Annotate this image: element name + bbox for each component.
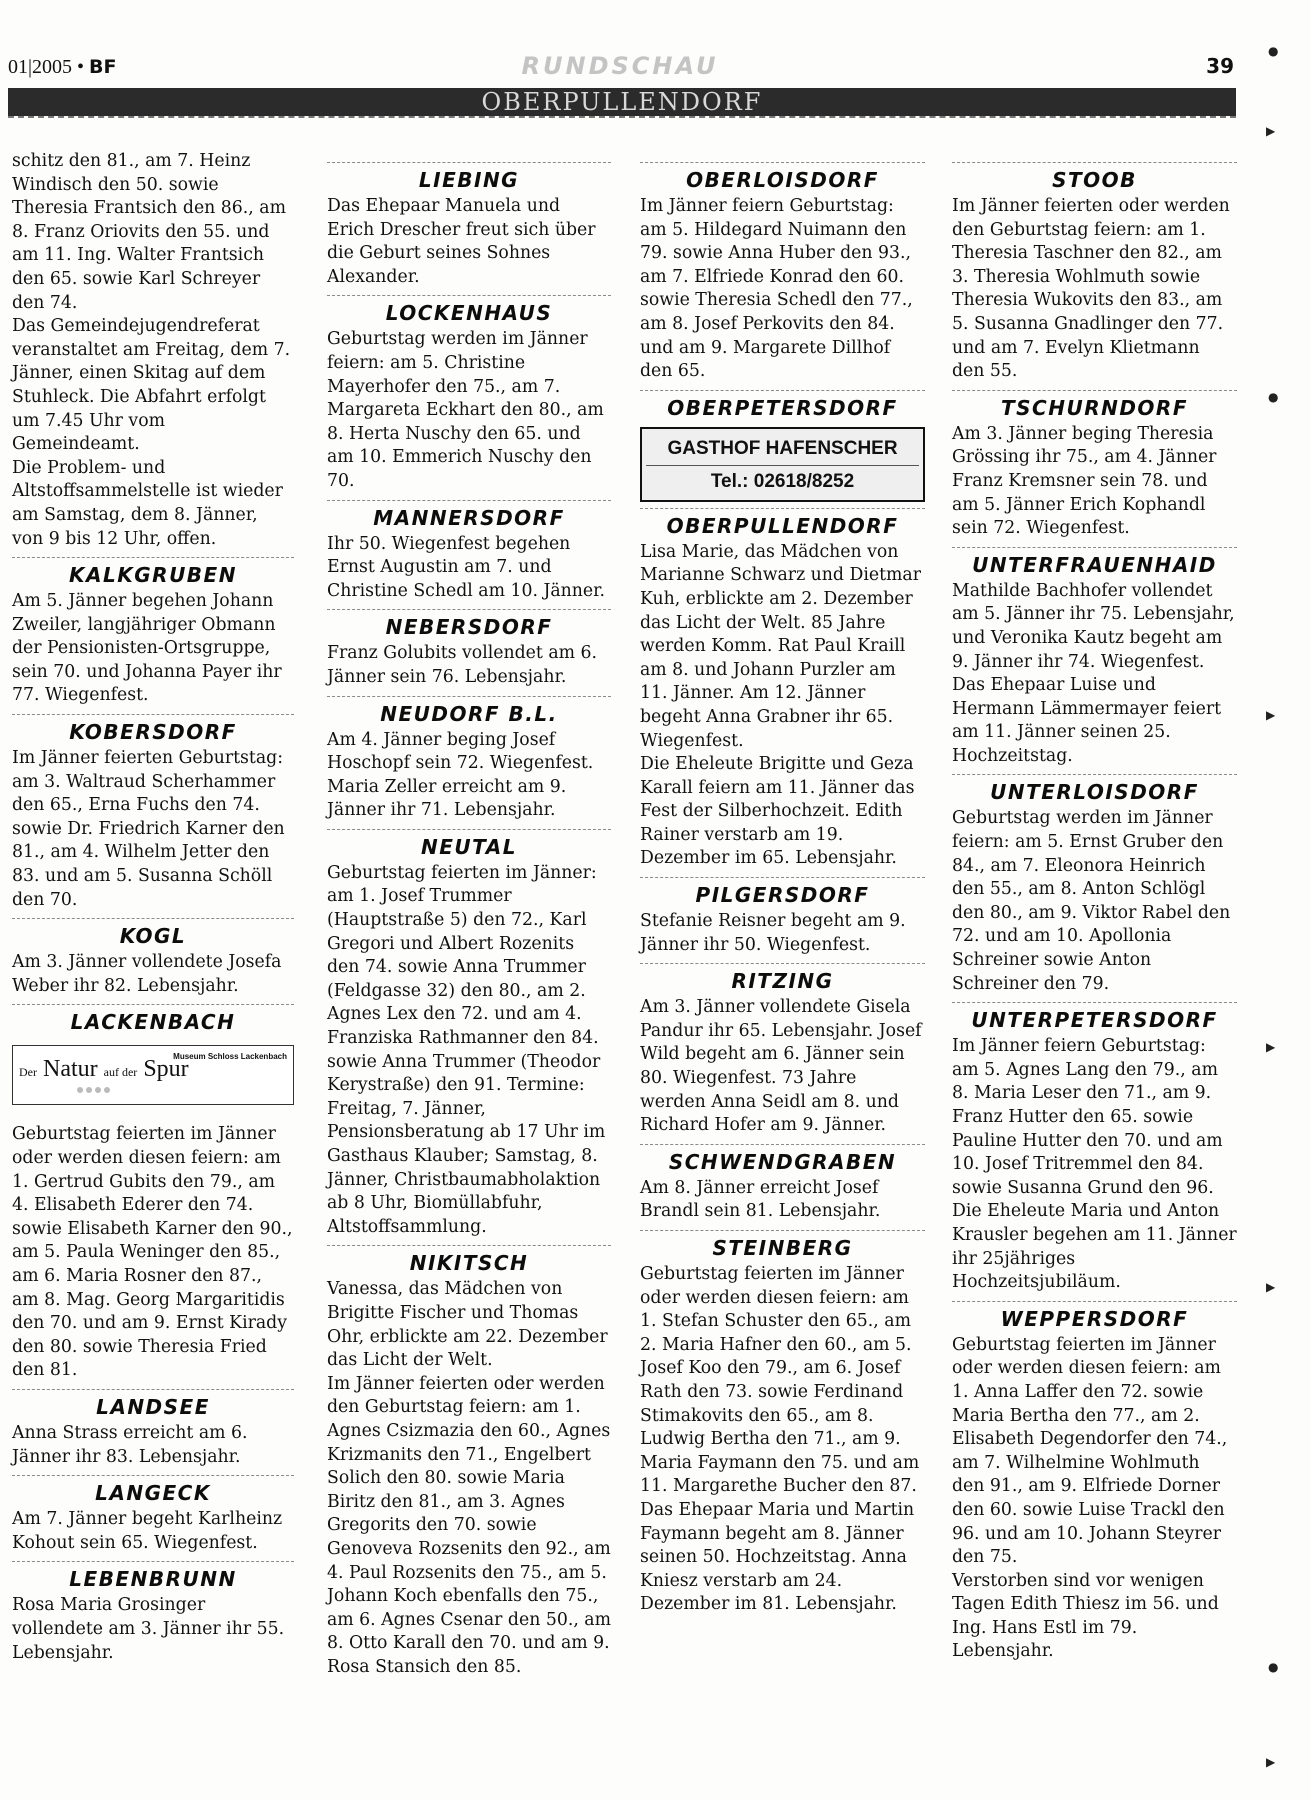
page-number: 39 bbox=[1206, 54, 1234, 78]
article-paragraph: Im Jänner feiern Geburtstag: am 5. Hildegard Nuimann den 79. sowie Anna Huber den 93., am 7. Elfriede Konrad den 60. sowie Theresia Schedl den 77., am 8. Josef Perkovits den 84. und am 9. Margarete Dillhof den 65. bbox=[640, 196, 913, 382]
town-heading-landsee: LANDSEE bbox=[12, 1389, 294, 1420]
column-3 bbox=[640, 150, 925, 1617]
column-4 bbox=[952, 150, 1237, 1664]
article-paragraph: Das Ehepaar Maria und Martin Faymann begeht am 8. Jänner seinen 50. Hochzeitstag. Anna Kniesz verstarb am 24. Dezember im 81. Lebensjahr. bbox=[640, 1499, 915, 1615]
town-heading-schwendgraben: SCHWENDGRABEN bbox=[640, 1144, 925, 1175]
town-heading-stoob: STOOB bbox=[952, 162, 1237, 193]
article-paragraph: Lisa Marie, das Mädchen von Marianne Schwarz und Dietmar Kuh, erblickte am 2. Dezember das Licht der Welt. 85 Jahre werden Komm. Rat Paul Kraill am 8. und Johann Purzler am 11. Jänner. Am 12. Jänner begeht Anna Grabner ihr 65. Wiegenfest. bbox=[640, 541, 921, 751]
article-paragraph: Geburtstag feierten im Jänner oder werden diesen feiern: am 1. Stefan Schuster den 65., am 2. Maria Hafner den 60., am 5. Josef Koo den 79., am 6. Josef Rath den 73. sowie Ferdinand Stimakovits den 65., am 8. Ludwig Bertha den 71., am 9. Maria Faymann den 75. und am 11. Margarethe Bucher den 87. bbox=[640, 1264, 920, 1497]
town-heading-nikitsch: NIKITSCH bbox=[327, 1245, 611, 1276]
town-heading-neutal: NEUTAL bbox=[327, 829, 611, 860]
town-heading-langeck: LANGECK bbox=[12, 1475, 294, 1506]
town-heading-liebing: LIEBING bbox=[327, 162, 611, 193]
town-heading-neudorf-b-l: NEUDORF B.L. bbox=[327, 696, 611, 727]
article-paragraph: Ihr 50. Wiegenfest begehen Ernst Augustin am 7. und Christine Schedl am 10. Jänner. bbox=[327, 533, 606, 601]
article-paragraph: Im Jänner feiern Geburtstag: am 5. Agnes Lang den 79., am 8. Maria Leser den 71., am 9. Franz Hutter den 65. sowie Pauline Hutter den 70. und am 10. Josef Tritremmel den 84. sowie Susanna Grund den 96. Die Eheleute Maria und Anton Krausler begehen am 11. Jänner ihr 25jähriges Hochzeitsjubiläum. bbox=[952, 1036, 1237, 1293]
page-header bbox=[0, 50, 1240, 86]
article-paragraph: schitz den 81., am 7. Heinz Windisch den 50. sowie Theresia Frantsich den 86., am 8. Franz Oriovits den 55. und am 11. Ing. Walter Frantsich den 65. sowie Karl Schreyer den 74. bbox=[12, 151, 286, 313]
town-heading-lockenhaus: LOCKENHAUS bbox=[327, 295, 611, 326]
town-heading-kogl: KOGL bbox=[12, 918, 294, 949]
town-heading-unterpetersdorf: UNTERPETERSDORF bbox=[952, 1002, 1237, 1033]
town-heading-lackenbach: LACKENBACH bbox=[12, 1004, 294, 1035]
article-paragraph: Am 3. Jänner vollendete Josefa Weber ihr 82. Lebensjahr. bbox=[12, 952, 282, 996]
logo-suffix: Spur bbox=[143, 1056, 189, 1083]
article-paragraph: Verstorben sind vor wenigen Tagen Edith Thiesz im 56. und Ing. Hans Estl im 79. Lebensjahr. bbox=[952, 1570, 1219, 1662]
town-heading-weppersdorf: WEPPERSDORF bbox=[952, 1301, 1237, 1332]
article-paragraph: Rosa Maria Grosinger vollendete am 3. Jänner ihr 55. Lebensjahr. bbox=[12, 1595, 285, 1663]
article-paragraph: Geburtstag feierten im Jänner oder werden diesen feiern: am 1. Anna Laffer den 72. sowie Maria Bertha den 77., am 2. Elisabeth Degendorfer den 74., am 7. Wilhelmine Wohlmuth den 91., am 9. Elfriede Dorner den 60. sowie Luise Trackl den 96. und am 10. Johann Steyrer den 75. bbox=[952, 1334, 1228, 1568]
column-1 bbox=[12, 150, 294, 1665]
town-heading-unterfrauenhaid: UNTERFRAUENHAID bbox=[952, 547, 1237, 578]
article-paragraph: Am 4. Jänner beging Josef Hoschopf sein 72. Wiegenfest. Maria Zeller erreicht am 9. Jänner ihr 71. Lebensjahr. bbox=[327, 729, 594, 821]
margin-mark: ▶ bbox=[1266, 1280, 1276, 1294]
article-paragraph: Anna Strass erreicht am 6. Jänner ihr 83. Lebensjahr. bbox=[12, 1422, 248, 1467]
issue-number: 01|2005 bbox=[8, 56, 73, 78]
article-paragraph: Am 3. Jänner beging Theresia Grössing ihr 75., am 4. Jänner Franz Kremsner sein 78. und am 5. Jänner Erich Kophandl sein 72. Wiegenfest. bbox=[952, 423, 1217, 539]
margin-mark: ▶ bbox=[1266, 1755, 1276, 1769]
margin-mark: ▶ bbox=[1266, 708, 1276, 722]
column-2 bbox=[327, 150, 611, 1679]
paw-print-icon bbox=[77, 1078, 113, 1097]
town-heading-nebersdorf: NEBERSDORF bbox=[327, 609, 611, 640]
town-heading-ritzing: RITZING bbox=[640, 963, 925, 994]
logo-small: auf der bbox=[103, 1065, 138, 1080]
town-heading-lebenbrunn: LEBENBRUNN bbox=[12, 1561, 294, 1592]
town-heading-kalkgruben: KALKGRUBEN bbox=[12, 557, 294, 588]
article-paragraph: Am 5. Jänner begehen Johann Zweiler, langjähriger Obmann der Pensionisten-Ortsgruppe, sein 70. und Johanna Payer ihr 77. Wiegenfest. bbox=[12, 591, 282, 706]
article-paragraph: Im Jänner feierten Geburtstag: am 3. Waltraud Scherhammer den 65., Erna Fuchs den 74. sowie Dr. Friedrich Karner den 81., am 4. Wilhelm Jetter den 83. und am 5. Susanna Schöll den 70. bbox=[12, 748, 285, 910]
town-heading-oberpetersdorf: OBERPETERSDORF bbox=[640, 390, 925, 421]
margin-mark: ▶ bbox=[1266, 124, 1276, 138]
region-banner bbox=[8, 88, 1236, 116]
town-heading-tschurndorf: TSCHURNDORF bbox=[952, 390, 1237, 421]
ad-divider bbox=[646, 465, 919, 466]
article-paragraph: Am 8. Jänner erreicht Josef Brandl sein 81. Lebensjahr. bbox=[640, 1177, 881, 1222]
issue-bullet: • bbox=[77, 56, 85, 78]
region-title: OBERPULLENDORF bbox=[481, 88, 763, 116]
banner-dashed-rule bbox=[8, 116, 1236, 118]
paper-abbrev: BF bbox=[89, 56, 117, 78]
article-paragraph: Geburtstag werden im Jänner feiern: am 5. Christine Mayerhofer den 75., am 7. Margareta Eckhart den 80., am 8. Herta Nuschy den 65. und am 10. Emmerich Nuschy den 70. bbox=[327, 329, 604, 491]
article-paragraph: Franz Golubits vollendet am 6. Jänner sein 76. Lebensjahr. bbox=[327, 643, 598, 687]
museum-logo-ad bbox=[12, 1045, 294, 1105]
margin-mark: ● bbox=[1268, 390, 1279, 404]
article-paragraph: Das Ehepaar Manuela und Erich Drescher freut sich über die Geburt seines Sohnes Alexander. bbox=[327, 196, 596, 287]
section-title: RUNDSCHAU bbox=[521, 52, 719, 80]
margin-mark: ● bbox=[1268, 1660, 1279, 1674]
ad-name: GASTHOF HAFENSCHER bbox=[667, 437, 898, 459]
logo-museum-name: Museum Schloss Lackenbach bbox=[173, 1052, 287, 1062]
ad-phone: Tel.: 02618/8252 bbox=[710, 470, 855, 492]
article-paragraph: Die Eheleute Brigitte und Geza Karall feiern am 11. Jänner das Fest der Silberhochzeit. Edith Rainer verstarb am 19. Dezember im 65. Lebensjahr. bbox=[640, 754, 915, 869]
town-heading-oberpullendorf: OBERPULLENDORF bbox=[640, 508, 925, 539]
article-paragraph: Stefanie Reisner begeht am 9. Jänner ihr 50. Wiegenfest. bbox=[640, 911, 906, 955]
article-paragraph: Geburtstag werden im Jänner feiern: am 5. Ernst Gruber den 84., am 7. Eleonora Heinrich den 55., am 8. Anton Schlögl den 80., am 9. Viktor Rabel den 72. und am 10. Apollonia Schreiner sowie Anton Schreiner den 79. bbox=[952, 808, 1231, 994]
town-heading-oberloisdorf: OBERLOISDORF bbox=[640, 162, 925, 193]
article-paragraph: Vanessa, das Mädchen von Brigitte Fischer und Thomas Ohr, erblickte am 22. Dezember das Licht der Welt. bbox=[327, 1279, 608, 1371]
article-paragraph: Am 3. Jänner vollendete Gisela Pandur ihr 65. Lebensjahr. Josef Wild begeht am 6. Jänner sein 80. Wiegenfest. 73 Jahre werden Anna Seidl am 8. und Richard Hofer am 9. Jänner. bbox=[640, 997, 922, 1136]
article-paragraph: Geburtstag feierten im Jänner: am 1. Josef Trummer (Hauptstraße 5) den 72., Karl Gregori und Albert Rozenits den 74. sowie Anna Trummer (Feldgasse 32) den 80., am 2. Agnes Lex den 72. und am 4. Franziska Rathmanner den 84. sowie Anna Trummer (Theodor Kerystraße) den 91. Termine: Freitag, 7. Jänner, Pensionsberatung ab 17 Uhr im Gasthaus Klauber; Samstag, 8. Jänner, Christbaumabholaktion ab 8 Uhr, Biomüllabfuhr, Altstoffsammlung. bbox=[327, 862, 606, 1237]
article-paragraph: Das Gemeindejugendreferat veranstaltet am Freitag, dem 7. Jänner, einen Skitag auf dem Stuhleck. Die Abfahrt erfolgt um 7.45 Uhr vom Gemeindeamt. bbox=[12, 316, 291, 455]
town-heading-kobersdorf: KOBERSDORF bbox=[12, 714, 294, 745]
article-paragraph: Im Jänner feierten oder werden den Geburtstag feiern: am 1. Agnes Csizmazia den 60., Agnes Krizmanits den 71., Engelbert Solich den 80. sowie Maria Biritz den 81., am 3. Agnes Gregorits den 70. sowie Genoveva Rozsenits den 92., am 4. Paul Rozsenits den 75., am 5. Johann Koch ebenfalls den 75., am 6. Agnes Csenar den 50., am 8. Otto Karall den 70. und am 9. Rosa Stansich den 85. bbox=[327, 1373, 612, 1677]
logo-word: Natur bbox=[43, 1056, 98, 1083]
article-paragraph: Im Jänner feierten oder werden den Geburtstag feiern: am 1. Theresia Taschner den 82., am 3. Theresia Wohlmuth sowie Theresia Wukovits den 83., am 5. Susanna Gnadlinger den 77. und am 7. Evelyn Klietmann den 55. bbox=[952, 196, 1230, 382]
article-paragraph: Die Problem- und Altstoffsammelstelle ist wieder am Samstag, dem 8. Jänner, von 9 bis 12 Uhr, offen. bbox=[12, 457, 283, 549]
gasthof-ad bbox=[640, 427, 925, 502]
town-heading-steinberg: STEINBERG bbox=[640, 1230, 925, 1261]
town-heading-unterloisdorf: UNTERLOISDORF bbox=[952, 774, 1237, 805]
article-paragraph: Das Ehepaar Luise und Hermann Lämmermayer feiert am 11. Jänner seinen 25. Hochzeitstag. bbox=[952, 675, 1222, 766]
margin-mark: ▶ bbox=[1266, 1040, 1276, 1054]
article-paragraph: Am 7. Jänner begeht Karlheinz Kohout sein 65. Wiegenfest. bbox=[12, 1509, 283, 1553]
margin-mark: ● bbox=[1268, 44, 1279, 58]
article-paragraph: Geburtstag feierten im Jänner oder werden diesen feiern: am 1. Gertrud Gubits den 79., am 4. Elisabeth Ederer den 74. sowie Elisabeth Karner den 90., am 5. Paula Weninger den 85., am 6. Maria Rosner den 87., am 8. Mag. Georg Margaritidis den 70. und am 9. Ernst Kirady den 80. sowie Theresia Fried den 81. bbox=[12, 1124, 293, 1381]
town-heading-pilgersdorf: PILGERSDORF bbox=[640, 877, 925, 908]
town-heading-mannersdorf: MANNERSDORF bbox=[327, 500, 611, 531]
logo-prefix: Der bbox=[19, 1065, 37, 1080]
article-paragraph: Mathilde Bachhofer vollendet am 5. Jänner ihr 75. Lebensjahr, und Veronika Kautz begeht am 9. Jänner ihr 74. Wiegenfest. bbox=[952, 580, 1235, 672]
